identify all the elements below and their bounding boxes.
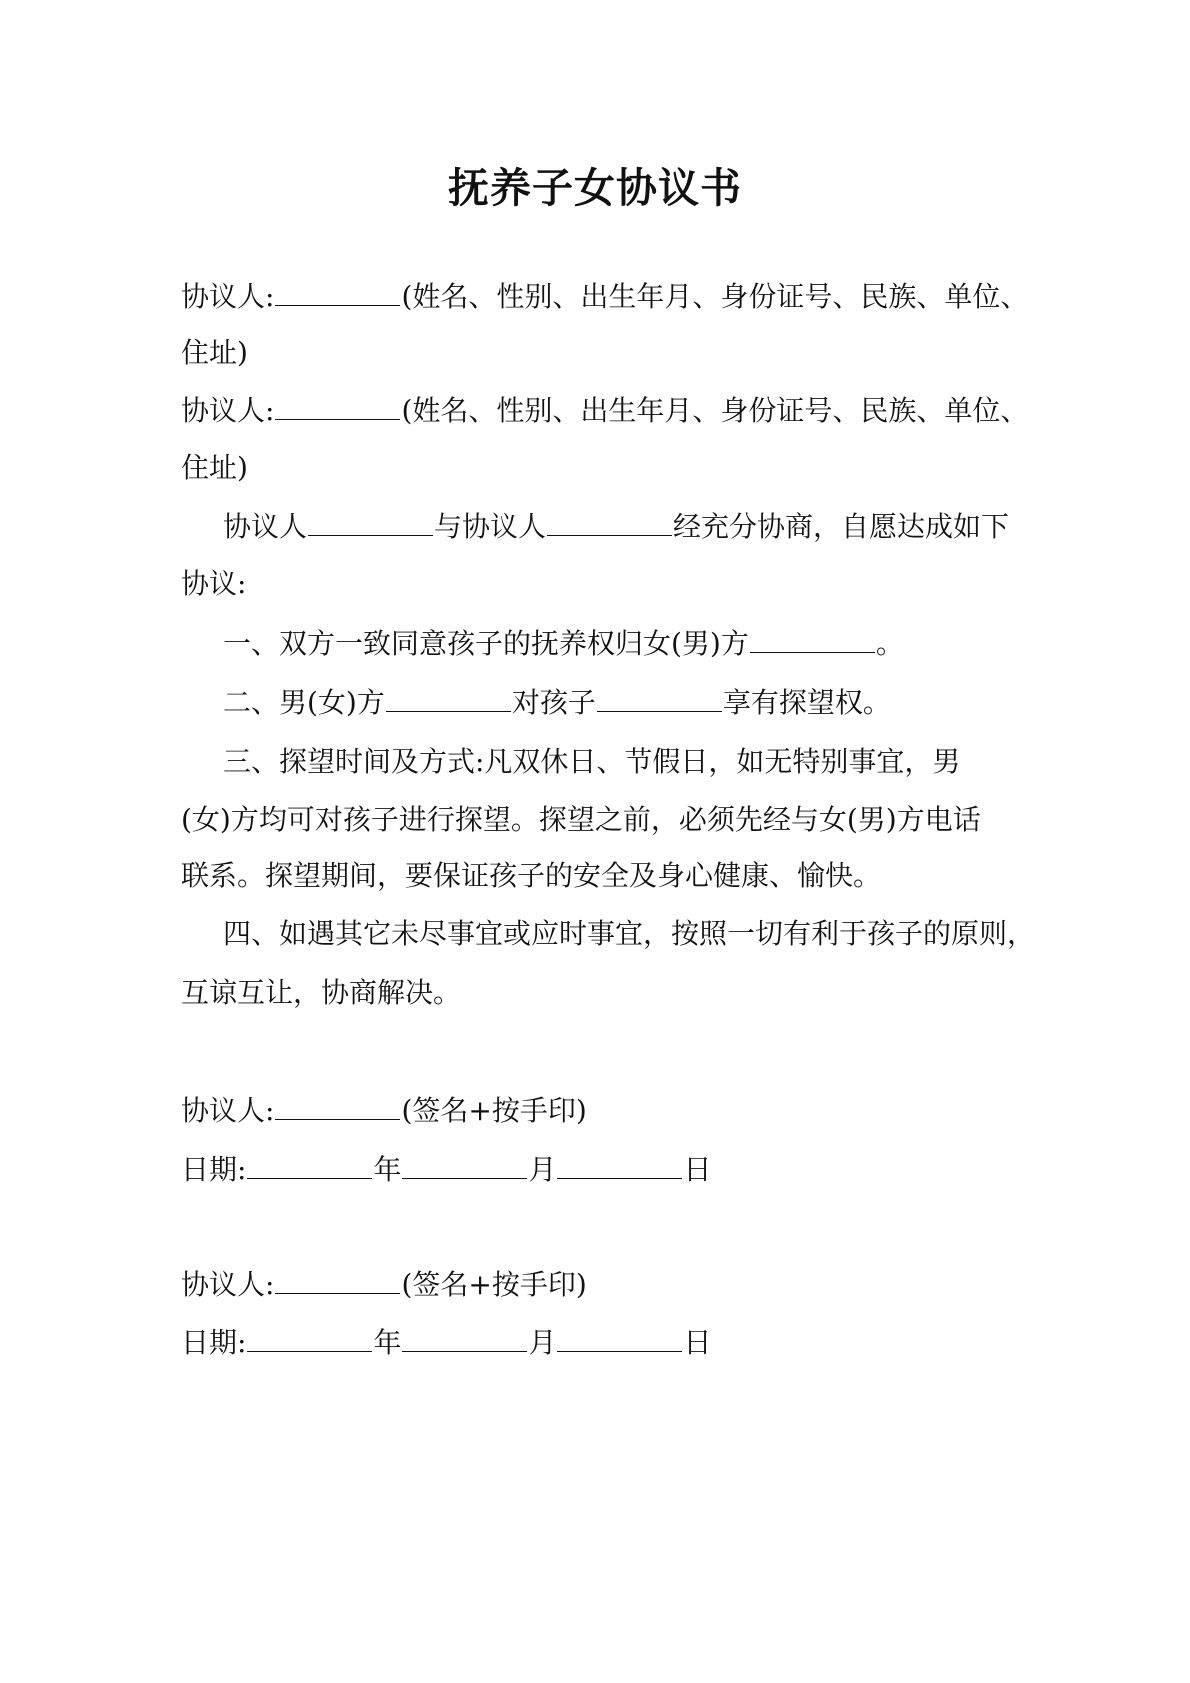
clause1-end: 。 [875, 627, 904, 660]
clause2-blank-1 [386, 683, 511, 712]
signature2-day: 日 [683, 1326, 712, 1359]
signature1-line [181, 1091, 1041, 1131]
signature1-date-label: 日期: [181, 1153, 247, 1186]
intro-line [181, 507, 1083, 547]
clause3-line2: (女)方均可对孩子进行探望。探望之前，必须先经与女(男)方电话 [181, 803, 981, 836]
party2-note-cont: 住址) [181, 451, 248, 484]
signature1-month: 月 [528, 1153, 557, 1186]
signature2-day-blank [557, 1323, 682, 1352]
signature1-year: 年 [373, 1153, 402, 1186]
party1-blank [275, 277, 400, 306]
clause3-line1: 三、探望时间及方式:凡双休日、节假日，如无特别事宜，男 [223, 745, 961, 778]
signature1-month-blank [402, 1150, 527, 1179]
intro-line-cont [181, 564, 1041, 604]
signature1-note: (签名+按手印) [401, 1094, 587, 1127]
signature2-label: 协议人: [181, 1268, 275, 1301]
party2-note: (姓名、性别、出生年月、身份证号、民族、单位、 [401, 394, 1029, 427]
clause3-line3: 联系。探望期间，要保证孩子的安全及身心健康、愉快。 [181, 859, 882, 892]
signature1-day: 日 [683, 1153, 712, 1186]
party2-blank [275, 391, 400, 420]
party1-note: (姓名、性别、出生年月、身份证号、民族、单位、 [401, 280, 1029, 313]
signature1-blank [275, 1091, 400, 1120]
signature2-note: (签名+按手印) [401, 1268, 587, 1301]
signature2-line [181, 1265, 1041, 1305]
signature2-month-blank [402, 1323, 527, 1352]
intro-part2: 与协议人 [434, 510, 547, 543]
intro-blank-1 [308, 507, 433, 536]
party2-line-cont [181, 448, 1041, 488]
clause1-blank [750, 624, 875, 653]
clause1-line [181, 624, 1083, 664]
signature2-year: 年 [373, 1326, 402, 1359]
clause2-blank-2 [597, 683, 722, 712]
signature1-date-line [181, 1150, 1041, 1190]
signature1-year-blank [247, 1150, 372, 1179]
intro-part3: 经充分协商，自愿达成如下 [673, 510, 1010, 543]
document-title: 抚养子女协议书 [448, 164, 742, 212]
clause1-text: 一、双方一致同意孩子的抚养权归女(男)方 [223, 627, 749, 660]
party1-line [181, 277, 1041, 317]
clause2-line [181, 683, 1083, 723]
party1-line-cont [181, 333, 1041, 373]
clause2-part1: 二、男(女)方 [223, 686, 385, 719]
signature2-month: 月 [528, 1326, 557, 1359]
signature1-day-blank [557, 1150, 682, 1179]
intro-cont: 协议: [181, 567, 247, 600]
party1-label: 协议人: [181, 280, 275, 313]
signature2-date-line [181, 1323, 1041, 1363]
party2-label: 协议人: [181, 394, 275, 427]
clause2-part2: 对孩子 [511, 686, 596, 719]
party2-line [181, 391, 1041, 431]
signature1-label: 协议人: [181, 1094, 275, 1127]
clause4-line2: 互谅互让，协商解决。 [181, 976, 462, 1009]
signature2-year-blank [247, 1323, 372, 1352]
party1-note-cont: 住址) [181, 336, 248, 369]
signature2-blank [275, 1265, 400, 1294]
signature2-date-label: 日期: [181, 1326, 247, 1359]
clause4-line1: 四、如遇其它未尽事宜或应时事宜，按照一切有利于孩子的原则， [223, 917, 1036, 950]
intro-part1: 协议人 [223, 510, 308, 543]
clause2-part3: 享有探望权。 [722, 686, 891, 719]
intro-blank-2 [547, 507, 672, 536]
